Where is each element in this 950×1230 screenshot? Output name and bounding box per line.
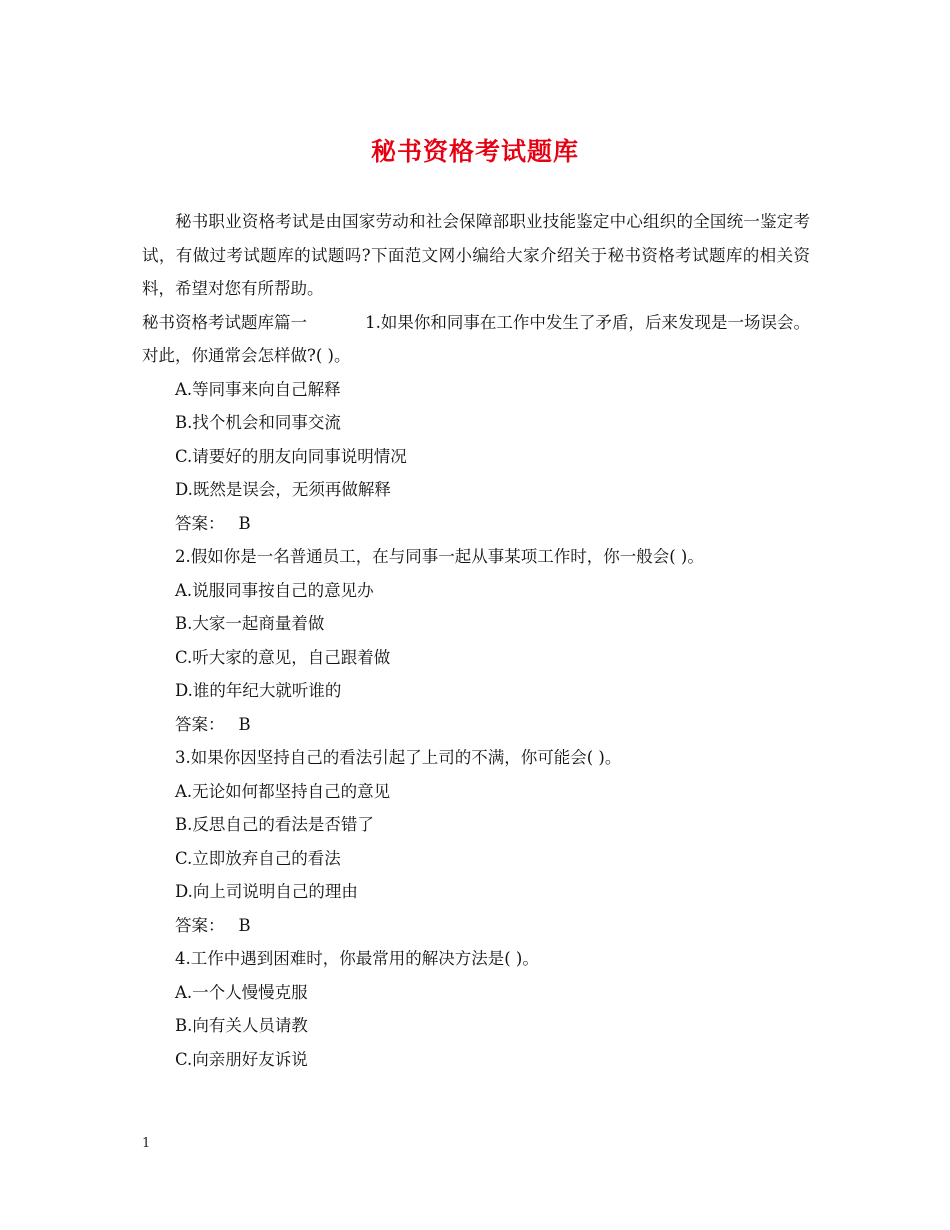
section-first-paragraph <box>142 306 810 373</box>
question-3-text: 3.如果你因坚持自己的看法引起了上司的不满，你可能会( )。 <box>175 748 622 767</box>
question-1-option-a: A.等同事来向自己解释 <box>175 379 341 399</box>
question-3-option-d: D.向上司说明自己的理由 <box>175 882 358 901</box>
question-2-option-b: B.大家一起商量着做 <box>175 614 325 633</box>
answer-value: B <box>238 513 251 533</box>
question-2-text: 2.假如你是一名普通员工，在与同事一起从事某项工作时，你一般会( )。 <box>175 547 704 566</box>
question-3-answer <box>142 909 810 943</box>
question-2-answer <box>142 708 810 742</box>
answer-label: 答案： <box>175 513 225 533</box>
section-heading: 秘书资格考试题库篇一 <box>142 312 308 332</box>
document-body <box>142 205 810 1076</box>
question-2-option-c: C.听大家的意见，自己跟着做 <box>175 647 391 667</box>
question-3-option-b: B.反思自己的看法是否错了 <box>175 815 374 834</box>
question-1-answer <box>142 507 810 541</box>
question-2-option-a: A.说服同事按自己的意见办 <box>175 580 374 600</box>
question-4-option-a: A.一个人慢慢克服 <box>175 982 308 1002</box>
answer-value: B <box>238 915 251 935</box>
question-1-option-c: C.请要好的朋友向同事说明情况 <box>175 446 407 466</box>
question-4-text: 4.工作中遇到困难时，你最常用的解决方法是( )。 <box>175 949 539 968</box>
question-4-option-c: C.向亲朋好友诉说 <box>175 1049 308 1069</box>
question-3-option-a: A.无论如何都坚持自己的意见 <box>175 781 391 801</box>
question-1-text: 1.如果你和同事在工作中发生了矛盾，后来发现是一场误会。对此，你通常会怎样做?( )。 <box>142 312 811 365</box>
question-1-option-b: B.找个机会和同事交流 <box>175 413 341 432</box>
page-number: 1 <box>142 1136 151 1151</box>
question-1-option-d: D.既然是误会，无须再做解释 <box>175 480 391 499</box>
answer-label: 答案： <box>175 915 225 935</box>
document-title: 秘书资格考试题库 <box>370 137 579 166</box>
question-3-option-c: C.立即放弃自己的看法 <box>175 848 341 868</box>
question-4-option-b: B.向有关人员请教 <box>175 1016 308 1035</box>
question-2-option-d: D.谁的年纪大就听谁的 <box>175 681 342 700</box>
answer-value: B <box>238 714 251 734</box>
answer-label: 答案： <box>175 714 225 734</box>
intro-paragraph: 秘书职业资格考试是由国家劳动和社会保障部职业技能鉴定中心组织的全国统一鉴定考试，有做过考试题库的试题吗?下面范文网小编给大家介绍关于秘书资格考试题库的相关资料，希望对您有所帮助。 <box>142 212 810 298</box>
